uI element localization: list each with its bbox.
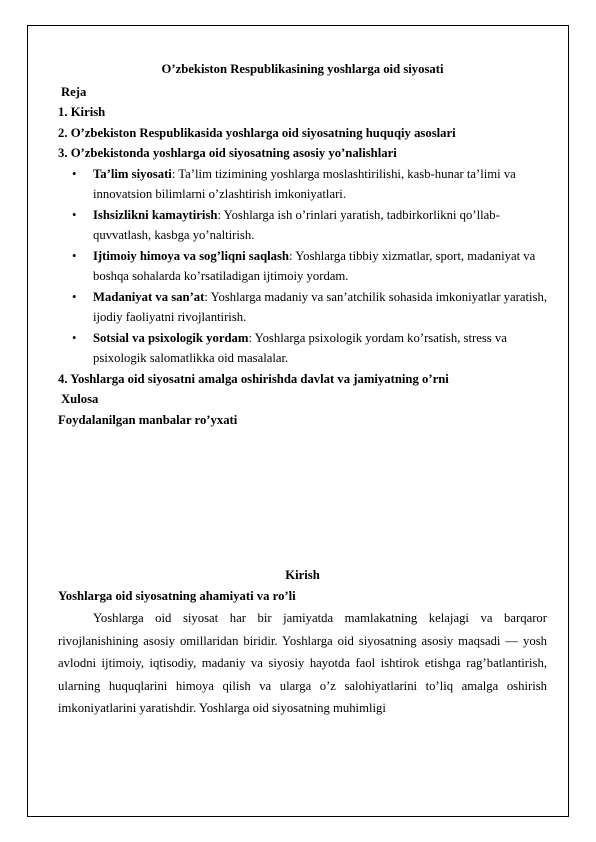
bullet-glyph: • <box>72 289 77 304</box>
outline-item-3: 3. O’zbekistonda yoshlarga oid siyosatning asosiy yo’nalishlari <box>58 146 397 160</box>
bullet-term: Ishsizlikni kamaytirish <box>93 207 218 222</box>
bullet-glyph: • <box>72 248 77 263</box>
bullet-text: : Yoshlarga ish o’rinlari yaratish, tadbirkorlikni qo’llab-quvvatlash, kasbga yo’naltirish. <box>93 207 500 242</box>
document-title: O’zbekiston Respublikasining yoshlarga oid siyosati <box>161 62 444 76</box>
bullet-text: : Yoshlarga tibbiy xizmatlar, sport, madaniyat va boshqa sohalarda ko’rsatiladigan ijtimoiy yordam. <box>93 248 536 283</box>
bullet-term: Ijtimoiy himoya va sog’liqni saqlash <box>93 248 289 263</box>
outline-sources: Foydalanilgan manbalar ro’yxati <box>58 412 238 427</box>
body-paragraph: Yoshlarga oid siyosat har bir jamiyatda mamlakatning kelajagi va barqaror rivojlanishining asosiy omillaridan biridir. Yoshlarga oid siyosatning asosiy maqsadi — yosh avlodni ijtimoiy, iqtisodiy, madaniy va siyosiy hayotda faol ishtirok etishga rag’batlantirish, ularning huquqlarini himoya qilish va ularga o’z salohiyatlarini to’liq amalga oshirish imkoniyatlarini yaratishdir. Yoshlarga oid siyosatning muhimligi <box>58 611 547 715</box>
outline-item-1: 1. Kirish <box>58 105 106 119</box>
bullet-text: : Yoshlarga madaniy va san’atchilik sohasida imkoniyatlar yaratish, ijodiy faoliyatni rivojlantirish. <box>93 289 547 324</box>
bullet-text: : Yoshlarga psixologik yordam ko’rsatish, stress va psixologik salomatlikka oid masalalar. <box>93 330 507 365</box>
outline-item-4: 4. Yoshlarga oid siyosatni amalga oshirishda davlat va jamiyatning o’rni <box>58 371 449 386</box>
bullet-text: : Ta’lim tizimining yoshlarga moslashtirilishi, kasb-hunar ta’limi va innovatsion bilimlarni o’zlashtirish imkoniyatlari. <box>93 166 516 201</box>
bullet-glyph: • <box>72 207 77 222</box>
bullet-term: Madaniyat va san’at <box>93 289 205 304</box>
list-item <box>58 328 547 369</box>
bullet-glyph: • <box>72 330 77 345</box>
document-body <box>58 59 547 720</box>
bullet-term: Ta’lim siyosati <box>93 166 172 181</box>
list-item <box>58 287 547 328</box>
list-item <box>58 205 547 246</box>
bullet-glyph: • <box>72 166 77 181</box>
outline-item-2: 2. O’zbekiston Respublikasida yoshlarga oid siyosatning huquqiy asoslari <box>58 125 456 140</box>
list-item <box>58 246 547 287</box>
blank-space <box>58 430 547 565</box>
list-item <box>58 164 547 205</box>
plan-heading: Reja <box>61 84 87 99</box>
outline-conclusion: Xulosa <box>61 392 99 406</box>
topic-bullet-list <box>58 164 547 369</box>
subsection-title: Yoshlarga oid siyosatning ahamiyati va ro’li <box>58 588 296 603</box>
bullet-term: Sotsial va psixologik yordam <box>93 330 249 345</box>
section-title: Kirish <box>285 568 320 582</box>
